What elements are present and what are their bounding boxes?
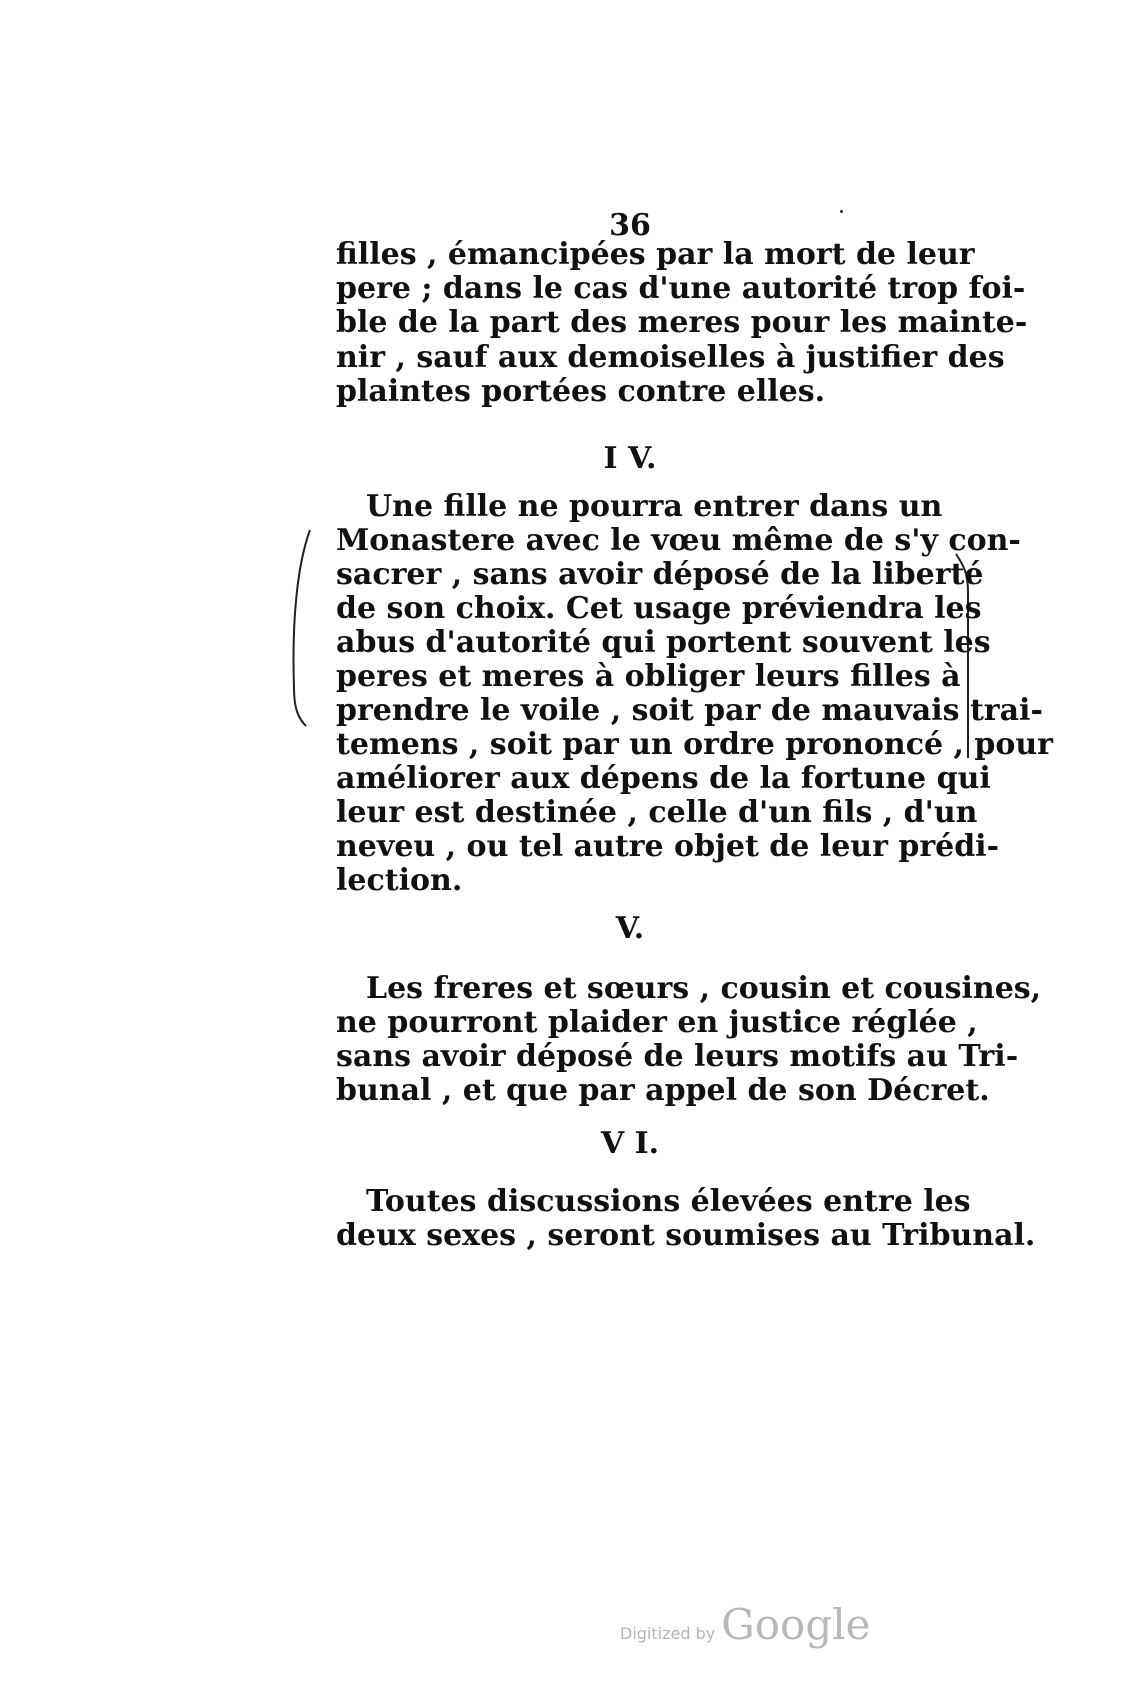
- section-v-line: Les freres et sœurs , cousin et cousines,: [366, 971, 1042, 1006]
- section-iv-line: neveu , ou tel autre objet de leur prédi-: [336, 829, 1000, 864]
- section-iv-line: sacrer , sans avoir déposé de la liberté: [336, 557, 984, 592]
- section-v-line: ne pourront plaider en justice réglée ,: [336, 1005, 978, 1040]
- continuation-line: filles , émancipées par la mort de leur: [336, 237, 975, 272]
- section-heading-vi: V I.: [600, 1126, 660, 1161]
- continuation-line: nir , sauf aux demoiselles à justifier des: [336, 340, 1005, 375]
- section-iv-line: améliorer aux dépens de la fortune qui: [336, 761, 991, 796]
- page-number: 36: [609, 208, 651, 243]
- watermark-prefix: Digitized by: [620, 1624, 716, 1643]
- section-iv-line: Monastere avec le vœu même de s'y con-: [336, 523, 1021, 558]
- section-iv-line: temens , soit par un ordre prononcé , pour: [336, 727, 1053, 762]
- section-iv-line: de son choix. Cet usage préviendra les: [336, 591, 982, 626]
- section-vi-line: Toutes discussions élevées entre les: [366, 1184, 971, 1219]
- section-heading-iv: I V.: [603, 441, 657, 476]
- section-iv-line: lection.: [336, 863, 463, 898]
- section-heading-v: V.: [615, 911, 645, 946]
- section-v-line: sans avoir déposé de leurs motifs au Tri-: [336, 1039, 1019, 1074]
- digitized-watermark: [620, 1600, 871, 1660]
- section-vi-line: deux sexes , seront soumises au Tribunal.: [336, 1218, 1036, 1253]
- section-v-line: bunal , et que par appel de son Décret.: [336, 1073, 990, 1108]
- continuation-line: pere ; dans le cas d'une autorité trop foi-: [336, 271, 1026, 306]
- margin-bracket-left: [288, 528, 318, 728]
- section-iv-line: leur est destinée , celle d'un fils , d'un: [336, 795, 978, 830]
- continuation-line: ble de la part des meres pour les mainte-: [336, 305, 1028, 340]
- section-iv-line: abus d'autorité qui portent souvent les: [336, 625, 991, 660]
- section-iv-line: peres et meres à obliger leurs filles à: [336, 659, 961, 694]
- continuation-line: plaintes portées contre elles.: [336, 374, 826, 409]
- google-logo: Google: [721, 1600, 871, 1649]
- section-iv-line: Une fille ne pourra entrer dans un: [366, 489, 943, 524]
- section-iv-line: prendre le voile , soit par de mauvais trai-: [336, 693, 1043, 728]
- ink-dot: [840, 210, 843, 213]
